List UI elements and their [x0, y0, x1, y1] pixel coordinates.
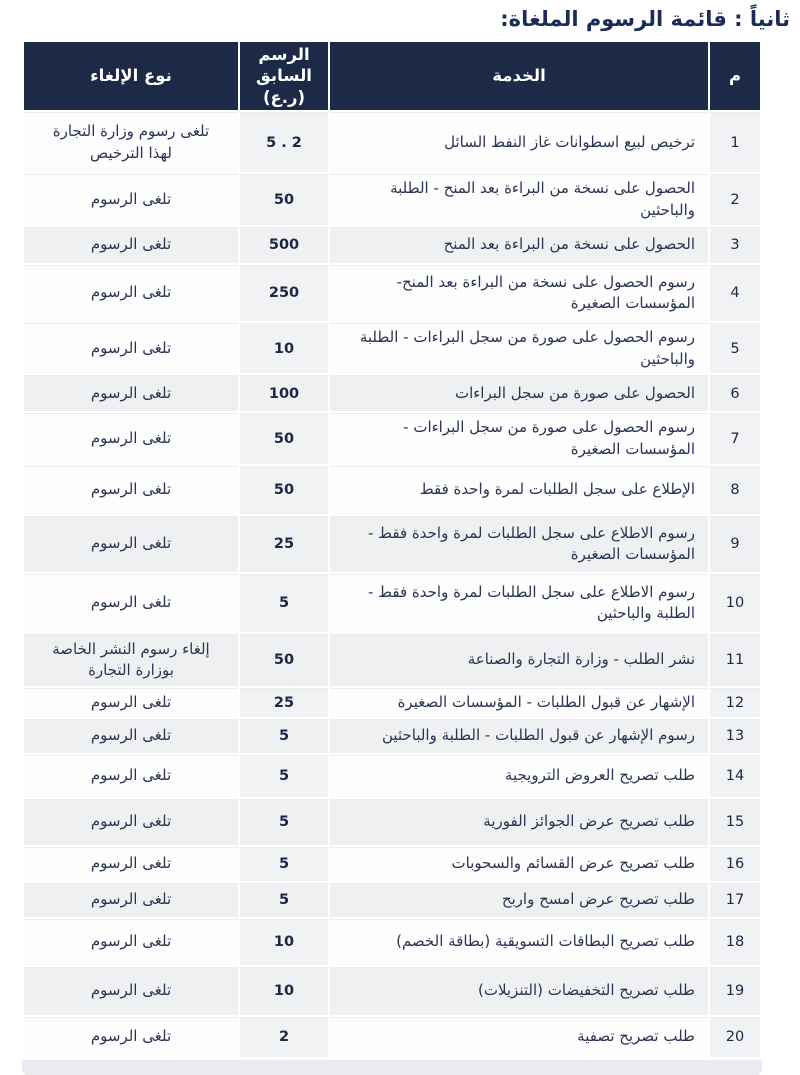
cell-cancellation: تلغى الرسوم [24, 719, 238, 753]
cell-num: 1 [710, 112, 760, 172]
cell-service: الإشهار عن قبول الطلبات - المؤسسات الصغيرة [330, 688, 708, 717]
cell-cancellation: تلغى الرسوم [24, 967, 238, 1015]
cell-num: 14 [710, 755, 760, 797]
cell-cancellation: تلغى الرسوم [24, 466, 238, 514]
cell-fee: 5 [240, 755, 328, 797]
cell-service: الإطلاع على سجل الطلبات لمرة واحدة فقط [330, 466, 708, 514]
cell-fee: 10 [240, 967, 328, 1015]
cell-num: 10 [710, 574, 760, 632]
cell-service: رسوم الحصول على نسخة من البراءة بعد المنح- المؤسسات الصغيرة [330, 265, 708, 321]
cell-service: طلب تصريح عرض القسائم والسحوبات [330, 847, 708, 881]
cell-cancellation: تلغى الرسوم [24, 847, 238, 881]
cell-fee: 5 [240, 799, 328, 845]
column-header-service: الخدمة [330, 42, 708, 110]
cell-fee: 10 [240, 323, 328, 374]
table-row [24, 227, 760, 263]
cell-service: رسوم الحصول على صورة من سجل البراءات - الطلبة والباحثين [330, 323, 708, 374]
cell-num: 18 [710, 919, 760, 965]
cell-cancellation: إلغاء رسوم النشر الخاصة بوزارة التجارة [24, 634, 238, 686]
cell-fee: 2 [240, 1017, 328, 1057]
cell-cancellation: تلغى الرسوم [24, 323, 238, 374]
cell-fee: 10 [240, 919, 328, 965]
cell-num: 17 [710, 883, 760, 917]
cancelled-fees-table-wrap [22, 40, 762, 1059]
table-row [24, 634, 760, 686]
table-bottom-strip [22, 1060, 762, 1075]
cell-cancellation: تلغى الرسوم [24, 574, 238, 632]
table-row [24, 799, 760, 845]
table-row [24, 265, 760, 321]
cell-fee: 5 [240, 574, 328, 632]
table-row [24, 719, 760, 753]
page-title: ثانياً : قائمة الرسوم الملغاة: [500, 7, 790, 31]
cell-cancellation: تلغى الرسوم [24, 174, 238, 225]
table-header [24, 42, 760, 110]
table-row [24, 919, 760, 965]
cell-num: 7 [710, 413, 760, 464]
cell-service: طلب تصريح التخفيضات (التنزيلات) [330, 967, 708, 1015]
cell-service: طلب تصريح عرض امسح واربح [330, 883, 708, 917]
cell-service: رسوم الاطلاع على سجل الطلبات لمرة واحدة فقط - الطلبة والباحثين [330, 574, 708, 632]
table-row [24, 847, 760, 881]
column-header-cancellation-type: نوع الإلغاء [24, 42, 238, 110]
cell-cancellation: تلغى الرسوم [24, 799, 238, 845]
cell-fee: 25 [240, 516, 328, 572]
cell-fee: 100 [240, 375, 328, 411]
cell-service: طلب تصريح العروض الترويجية [330, 755, 708, 797]
table-row [24, 574, 760, 632]
cell-service: طلب تصريح عرض الجوائز الفورية [330, 799, 708, 845]
cell-service: الحصول على نسخة من البراءة بعد المنح [330, 227, 708, 263]
cell-fee: 50 [240, 174, 328, 225]
column-header-num: م [710, 42, 760, 110]
cell-num: 4 [710, 265, 760, 321]
table-row [24, 112, 760, 172]
cell-service: الحصول على نسخة من البراءة بعد المنح - الطلبة والباحثين [330, 174, 708, 225]
table-row [24, 174, 760, 225]
table-row [24, 755, 760, 797]
cell-fee: 50 [240, 413, 328, 464]
cell-cancellation: تلغى الرسوم [24, 755, 238, 797]
cell-num: 19 [710, 967, 760, 1015]
cell-cancellation: تلغى الرسوم [24, 227, 238, 263]
table-row [24, 967, 760, 1015]
cancelled-fees-table [22, 40, 762, 1059]
cell-service: ترخيص لبيع اسطوانات غاز النفط السائل [330, 112, 708, 172]
cell-service: طلب تصريح البطاقات التسويقية (بطاقة الخصم) [330, 919, 708, 965]
cell-cancellation: تلغى الرسوم [24, 375, 238, 411]
cell-num: 3 [710, 227, 760, 263]
document-page [0, 7, 800, 1061]
cell-service: رسوم الإشهار عن قبول الطلبات - الطلبة والباحثين [330, 719, 708, 753]
table-row [24, 375, 760, 411]
cell-service: رسوم الحصول على صورة من سجل البراءات - المؤسسات الصغيرة [330, 413, 708, 464]
cell-fee: 5 [240, 847, 328, 881]
cell-num: 16 [710, 847, 760, 881]
cell-num: 13 [710, 719, 760, 753]
cell-num: 15 [710, 799, 760, 845]
cell-fee: 25 [240, 688, 328, 717]
cell-num: 9 [710, 516, 760, 572]
cell-cancellation: تلغى الرسوم [24, 883, 238, 917]
table-row [24, 516, 760, 572]
cell-service: نشر الطلب - وزارة التجارة والصناعة [330, 634, 708, 686]
table-row [24, 323, 760, 374]
table-row [24, 1017, 760, 1057]
cell-num: 8 [710, 466, 760, 514]
cell-service: الحصول على صورة من سجل البراءات [330, 375, 708, 411]
cell-fee: 5 [240, 883, 328, 917]
cell-fee: 50 [240, 466, 328, 514]
cell-cancellation: تلغى رسوم وزارة التجارة لهذا الترخيص [24, 112, 238, 172]
cell-fee: 50 [240, 634, 328, 686]
cell-cancellation: تلغى الرسوم [24, 265, 238, 321]
cell-service: رسوم الاطلاع على سجل الطلبات لمرة واحدة فقط - المؤسسات الصغيرة [330, 516, 708, 572]
cell-cancellation: تلغى الرسوم [24, 1017, 238, 1057]
column-header-previous-fee: الرسم السابق (ر.ع) [240, 42, 328, 110]
cell-fee: 5 [240, 719, 328, 753]
cell-fee: 2 . 5 [240, 112, 328, 172]
cell-num: 11 [710, 634, 760, 686]
table-body [24, 112, 760, 1056]
cell-fee: 250 [240, 265, 328, 321]
cell-cancellation: تلغى الرسوم [24, 413, 238, 464]
cell-num: 5 [710, 323, 760, 374]
cell-num: 12 [710, 688, 760, 717]
cell-cancellation: تلغى الرسوم [24, 688, 238, 717]
cell-cancellation: تلغى الرسوم [24, 516, 238, 572]
cell-service: طلب تصريح تصفية [330, 1017, 708, 1057]
table-row [24, 466, 760, 514]
cell-fee: 500 [240, 227, 328, 263]
table-row [24, 413, 760, 464]
table-row [24, 883, 760, 917]
table-row [24, 688, 760, 717]
cell-cancellation: تلغى الرسوم [24, 919, 238, 965]
cell-num: 20 [710, 1017, 760, 1057]
header-row [24, 42, 760, 110]
cell-num: 6 [710, 375, 760, 411]
cell-num: 2 [710, 174, 760, 225]
